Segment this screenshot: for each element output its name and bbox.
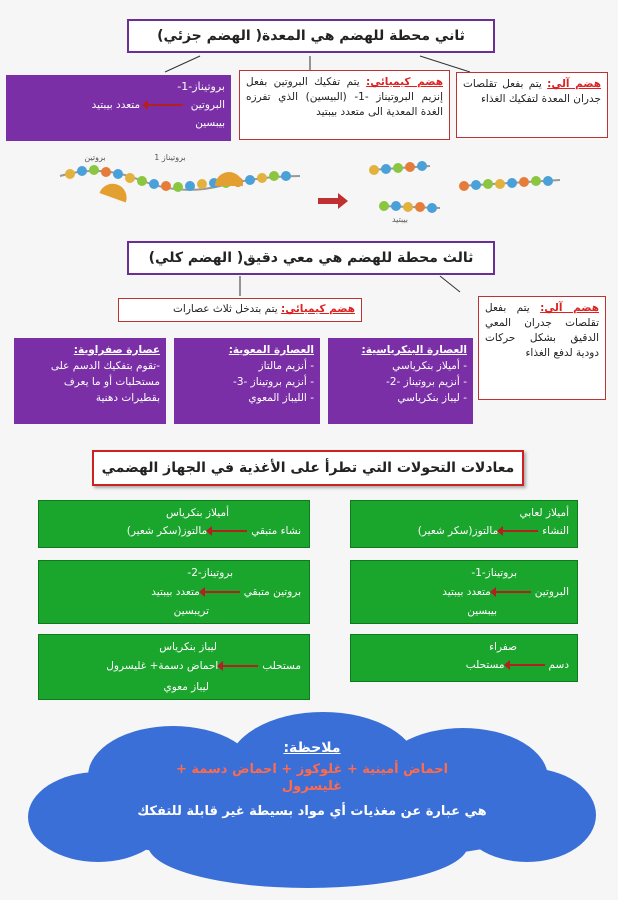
stomach-chemical-box	[239, 70, 450, 140]
equation-product: مالتوز(سكر شعير)	[126, 525, 208, 537]
equation-card	[38, 560, 310, 624]
equation-enzyme: أميلاز بنكرياس	[165, 507, 229, 519]
equation-enzyme: صفراء	[489, 641, 517, 653]
note-cloud	[28, 712, 596, 890]
reaction-arrow	[204, 591, 240, 593]
equation-card	[38, 634, 310, 700]
equation-enzyme: أميلاز لعابي	[519, 507, 569, 519]
intestine-title-text: ثالث محطة للهضم هي معي دقيق( الهضم كلي)	[148, 250, 474, 266]
juice-intestinal-item: - أنزيم بروتيناز -3-	[233, 376, 314, 388]
juice-pancreatic-item: - ليباز بنكرياسي	[397, 392, 467, 404]
equation-below: ليباز معوي	[163, 681, 209, 693]
stomach-title-text: ثاني محطة للهضم هي المعدة( الهضم جزئي)	[157, 28, 465, 44]
intestine-mechanical-label: هضم آلي:	[540, 302, 599, 314]
diagram-protein-label: بروتين	[84, 153, 106, 162]
reaction-arrow	[222, 665, 258, 667]
equation-product: متعدد بيبتيد	[151, 586, 200, 598]
juice-pancreatic-item: - أميلاز بنكرياسي	[392, 360, 467, 372]
equation-card	[350, 500, 578, 548]
equations-title: معادلات التحولات التي تطرأ على الأغذية في الجهاز الهضمي	[101, 460, 515, 476]
reaction-arrow	[509, 664, 545, 666]
equation-enzyme: ليباز بنكرياس	[159, 641, 217, 653]
juice-bile-line: مستحلبات أو ما يعرف	[63, 376, 160, 388]
stomach-chemical-text: يتم تفكيك البروتين بفعل إنزيم البروتيناز -1- (البيسين) الذي تفرزه الغدة المعدية الى متعدد بيبتيد	[246, 76, 444, 118]
intestine-mechanical-box	[478, 296, 606, 400]
equation-card	[350, 634, 578, 682]
stomach-enzyme-box	[6, 75, 231, 141]
equations-title-box	[92, 450, 524, 486]
note-title: ملاحظة:	[283, 740, 341, 756]
note-red-line1: احماض أمينية + غلوكوز + احماض دسمة +	[175, 762, 449, 777]
juice-pancreatic-item: - أنزيم بروتيناز -2-	[386, 376, 467, 388]
juice-bile-title: عصارة صفراوية:	[73, 344, 160, 356]
reaction-arrow	[147, 104, 183, 106]
juice-intestinal	[174, 338, 320, 424]
reaction-arrow	[495, 591, 531, 593]
equation-below: تريبسين	[173, 605, 209, 617]
equation-substrate: دسم	[548, 659, 569, 671]
equation-card	[38, 500, 310, 548]
juice-intestinal-item: - الليباز المعوي	[248, 392, 314, 404]
equation-substrate: النشاء	[542, 525, 569, 537]
juice-pancreatic	[328, 338, 473, 424]
intestine-chemical-label: هضم كيميائي:	[281, 303, 355, 315]
intestine-chemical-box	[118, 298, 362, 322]
equation-card	[350, 560, 578, 624]
stomach-mechanical-text: يتم بفعل تقلصات جدران المعدة لتفكيك الغذاء	[463, 78, 601, 105]
equation-substrate: البروتين	[534, 586, 569, 598]
diagram-arrow-icon	[318, 193, 348, 209]
equation-product: متعدد بيبتيد	[442, 586, 491, 598]
juice-bile	[14, 338, 166, 424]
juice-bile-line: بقطيرات دهنية	[95, 392, 160, 404]
juice-pancreatic-title: العصارة البنكرياسية:	[361, 344, 467, 356]
stomach-enzyme-product: متعدد بيبتيد	[91, 99, 141, 111]
stomach-mechanical-label: هضم آلي:	[547, 78, 602, 90]
stomach-title	[127, 19, 495, 53]
stomach-mechanical-box	[456, 72, 608, 138]
intestine-arrows	[0, 274, 618, 298]
juice-intestinal-item: - أنزيم مالتاز	[258, 360, 314, 372]
stomach-enzyme-substrate: البروتين	[190, 99, 225, 111]
stomach-chemical-label: هضم كيميائي:	[366, 76, 443, 88]
protein-chain-left	[60, 165, 300, 203]
peptide-fragments	[369, 161, 560, 213]
equation-enzyme: بروتيناز-1-	[471, 567, 517, 579]
equation-product: مستحلب	[465, 659, 505, 671]
stomach-enzyme-name: بروتيناز-1-	[177, 80, 225, 93]
diagram-peptide-label: بيبتيد	[391, 215, 409, 224]
intestine-mechanical-text: يتم بفعل تقلصات جدران المعي الدقيق بشكل حركات دودية لدفع الغذاء	[485, 302, 599, 359]
diagram-enzyme-label: بروتيناز 1	[154, 153, 186, 162]
equation-below: بيبسين	[467, 605, 497, 617]
reaction-arrow	[502, 530, 538, 532]
juice-intestinal-title: العصارة المعوية:	[228, 344, 314, 356]
intestine-title	[127, 241, 495, 275]
note-red-line2: غليسرول	[281, 779, 343, 794]
equation-product: احماض دسمة+ غليسرول	[106, 660, 219, 672]
protein-digestion-diagram	[40, 146, 580, 232]
intestine-chemical-text: يتم بتدخل ثلاث عصارات	[173, 303, 278, 315]
equation-enzyme: بروتيناز-2-	[187, 567, 233, 579]
note-white-line: هي عبارة عن مغذيات أي مواد بسيطة غير قابلة للتفكك	[137, 804, 487, 819]
juice-bile-line: -تقوم بتفكيك الدسم على	[50, 360, 160, 372]
equation-substrate: نشاء متبقي	[251, 525, 301, 537]
stomach-enzyme-other: بيبسين	[195, 117, 225, 129]
equation-substrate: مستحلب	[262, 660, 301, 672]
equation-substrate: بروتين متبقي	[243, 586, 301, 598]
equation-product: مالتوز(سكر شعير)	[417, 525, 499, 537]
reaction-arrow	[211, 530, 247, 532]
note-content	[28, 740, 596, 819]
